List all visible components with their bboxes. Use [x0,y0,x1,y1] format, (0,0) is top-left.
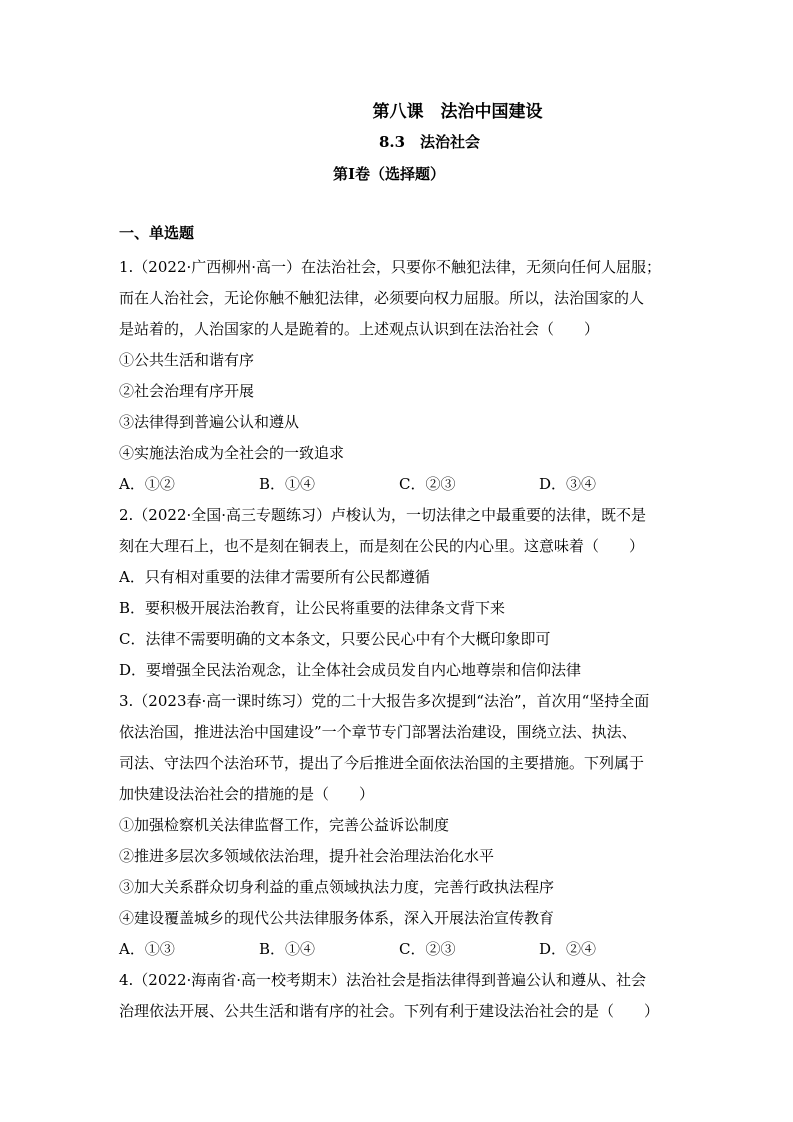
statement-item: ①加强检察机关法律监督工作，完善公益诉讼制度 [119,816,450,834]
volume-title: 第I卷（选择题） [333,165,446,183]
question-line: 1.（2022·广西柳州·高一）在法治社会，只要你不触犯法律，无须向任何人屈服； [119,258,662,276]
answer-options [119,469,679,500]
question-line: 刻在大理石上，也不是刻在铜表上，而是刻在公民的内心里。这意味着（ ） [119,537,645,555]
option-a: A．①② [119,475,175,493]
statement-item: ③法律得到普遍公认和遵从 [119,413,300,431]
part-heading: 一、单选题 [119,224,195,242]
option-d: D．②④ [539,940,597,958]
question-1 [119,252,679,500]
statement-item: ①公共生活和谐有序 [119,351,255,369]
question-2 [119,500,679,686]
option-a: A．只有相对重要的法律才需要所有公民都遵循 [119,568,430,586]
statement-item: ②社会治理有序开展 [119,382,255,400]
question-list [119,252,679,1027]
option-b: B．要积极开展法治教育，让公民将重要的法律条文背下来 [119,599,506,617]
option-c: C．②③ [399,475,456,493]
question-line: 3.（2023春·高一课时练习）党的二十大报告多次提到“法治”，首次用“坚持全面 [119,692,650,710]
answer-options [119,934,679,965]
lesson-title: 第八课 法治中国建设 [372,102,543,122]
question-3 [119,686,679,965]
question-line: 司法、守法四个法治环节，提出了今后推进全面依法治国的主要措施。下列属于 [119,754,645,772]
question-4 [119,965,679,1027]
question-line: 而在人治社会，无论你触不触犯法律，必须要向权力屈服。所以，法治国家的人 [119,289,645,307]
option-b: B．①④ [259,475,316,493]
statement-item: ④建设覆盖城乡的现代公共法律服务体系，深入开展法治宣传教育 [119,909,555,927]
statement-item: ②推进多层次多领域依法治理，提升社会治理法治化水平 [119,847,495,865]
section-title: 8.3 法治社会 [378,133,481,151]
question-line: 是站着的，人治国家的人是跪着的。上述观点认识到在法治社会（ ） [119,320,600,338]
question-line: 2.（2022·全国·高三专题练习）卢梭认为，一切法律之中最重要的法律，既不是 [119,506,647,524]
question-line: 4.（2022·海南省·高一校考期末）法治社会是指法律得到普遍公认和遵从、社会 [119,971,647,989]
option-c: C．②③ [399,940,456,958]
option-d: D．要增强全民法治观念，让全体社会成员发自内心地尊崇和信仰法律 [119,661,582,679]
option-b: B．①④ [259,940,316,958]
option-d: D．③④ [539,475,597,493]
option-c: C．法律不需要明确的文本条文，只要公民心中有个大概印象即可 [119,630,551,648]
option-a: A．①③ [119,940,175,958]
statement-item: ④实施法治成为全社会的一致追求 [119,444,345,462]
question-line: 依法治国，推进法治中国建设”一个章节专门部署法治建设，围绕立法、执法、 [119,723,637,741]
question-line: 治理依法开展、公共生活和谐有序的社会。下列有利于建设法治社会的是（ ） [119,1002,660,1020]
question-line: 加快建设法治社会的措施的是（ ） [119,785,375,803]
statement-item: ③加大关系群众切身利益的重点领域执法力度，完善行政执法程序 [119,878,555,896]
